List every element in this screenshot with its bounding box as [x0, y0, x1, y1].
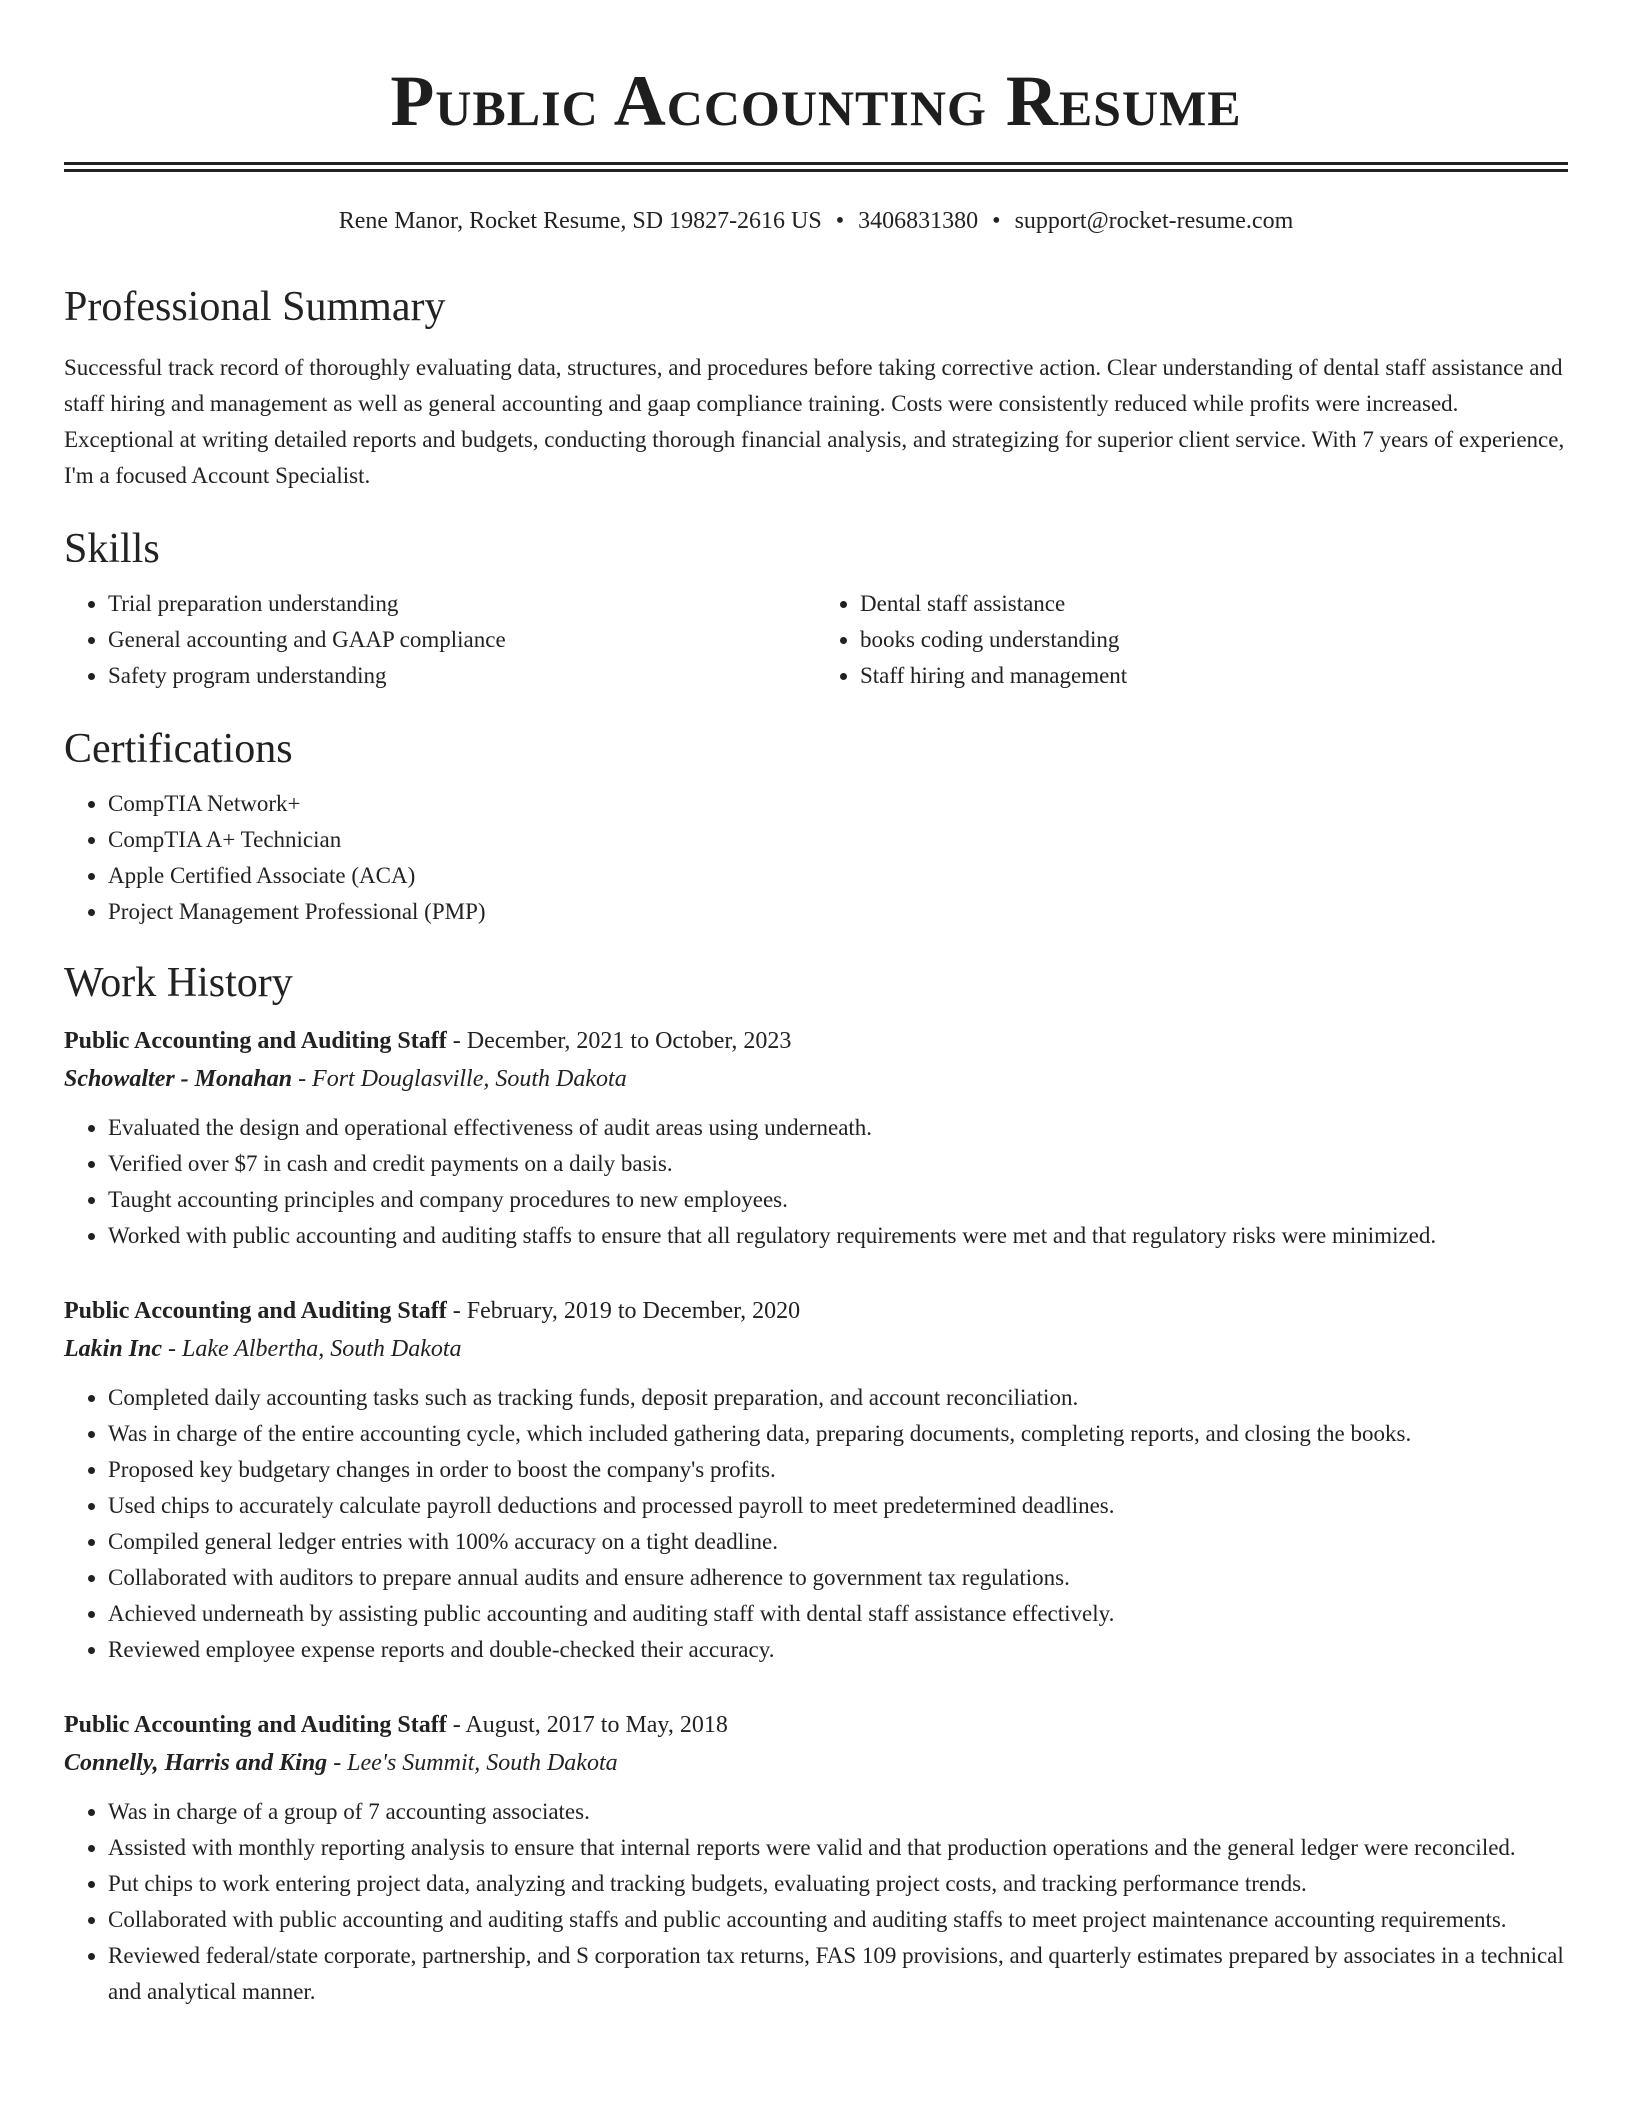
job-title: Public Accounting and Auditing Staff [64, 1298, 447, 1324]
skills-list-right [816, 586, 1568, 694]
skill-item: • General accounting and GAAP compliance [108, 622, 816, 658]
certification-item: • CompTIA Network+ [108, 786, 1568, 822]
job-entry [64, 1022, 1568, 1254]
job-header [64, 1706, 1568, 1744]
job-bullet: • Used chips to accurately calculate payroll deductions and processed payroll to meet predetermined deadlines. [108, 1488, 1568, 1524]
summary-text: Successful track record of thoroughly evaluating data, structures, and procedures before taking corrective action. Clear understanding of dental staff assistance and staff hiring and management as well as general accounting and gaap compliance training. Costs were consistently reduced while profits were increased. Exceptional at writing detailed reports and budgets, conducting thorough financial analysis, and strategizing for superior client service. With 7 years of experience, I'm a focused Account Specialist. [64, 355, 1565, 488]
skill-item: • Dental staff assistance [860, 586, 1568, 622]
job-header [64, 1022, 1568, 1060]
job-title: Public Accounting and Auditing Staff [64, 1028, 447, 1054]
job-bullet: • Worked with public accounting and auditing staffs to ensure that all regulatory requirements were met and that regulatory risks were minimized. [108, 1218, 1568, 1254]
job-header [64, 1292, 1568, 1330]
job-bullet: • Completed daily accounting tasks such as tracking funds, deposit preparation, and account reconciliation. [108, 1380, 1568, 1416]
skill-item: • books coding understanding [860, 622, 1568, 658]
job-bullet: • Collaborated with auditors to prepare annual audits and ensure adherence to government tax regulations. [108, 1560, 1568, 1596]
job-bullet: • Reviewed federal/state corporate, partnership, and S corporation tax returns, FAS 109 provisions, and quarterly estimates prepared by associates in a technical and analytical manner. [108, 1938, 1568, 2010]
contact-email[interactable]: support@rocket-resume.com [1014, 208, 1294, 234]
resume-title: Public Accounting Resume [390, 61, 1242, 141]
certification-item: • Project Management Professional (PMP) [108, 894, 1568, 930]
job-dates: - August, 2017 to May, 2018 [446, 1712, 728, 1738]
company-line [64, 1330, 1568, 1368]
job-bullet: • Achieved underneath by assisting public accounting and auditing staff with dental staff assistance effectively. [108, 1596, 1568, 1632]
certification-item: • CompTIA A+ Technician [108, 822, 1568, 858]
skill-item: • Staff hiring and management [860, 658, 1568, 694]
section-heading-skills: Skills [64, 526, 160, 572]
company-location: - Lee's Summit, South Dakota [327, 1750, 618, 1776]
skill-item: • Trial preparation understanding [108, 586, 816, 622]
job-dates: - December, 2021 to October, 2023 [446, 1028, 792, 1054]
contact-separator: • [835, 208, 845, 234]
job-bullet: • Assisted with monthly reporting analysis to ensure that internal reports were valid and that production operations and the general ledger were reconciled. [108, 1830, 1568, 1866]
company-name: Lakin Inc [64, 1336, 163, 1362]
company-line [64, 1060, 1568, 1098]
contact-address: Rene Manor, Rocket Resume, SD 19827-2616 US [338, 208, 822, 234]
job-bullet: • Put chips to work entering project data, analyzing and tracking budgets, evaluating project costs, and tracking performance trends. [108, 1866, 1568, 1902]
contact-line [64, 206, 1568, 236]
skills-list-left [64, 586, 816, 694]
job-bullet: • Taught accounting principles and company procedures to new employees. [108, 1182, 1568, 1218]
job-bullets [64, 1110, 1568, 1254]
contact-separator: • [992, 208, 1001, 234]
job-entry [64, 1292, 1568, 1668]
contact-phone: 3406831380 [858, 208, 979, 234]
certifications-list [64, 786, 1568, 930]
job-bullets [64, 1380, 1568, 1668]
job-bullets [64, 1794, 1568, 2010]
job-dates: - February, 2019 to December, 2020 [446, 1298, 801, 1324]
skills-columns [64, 586, 1568, 694]
job-bullet: • Evaluated the design and operational effectiveness of audit areas using underneath. [108, 1110, 1568, 1146]
job-bullet: • Compiled general ledger entries with 100% accuracy on a tight deadline. [108, 1524, 1568, 1560]
certification-item: • Apple Certified Associate (ACA) [108, 858, 1568, 894]
job-entry [64, 1706, 1568, 2010]
company-location: - Fort Douglasville, South Dakota [292, 1066, 627, 1092]
skill-item: • Safety program understanding [108, 658, 816, 694]
job-bullet: • Reviewed employee expense reports and double-checked their accuracy. [108, 1632, 1568, 1668]
job-bullet: • Verified over $7 in cash and credit payments on a daily basis. [108, 1146, 1568, 1182]
section-heading-summary: Professional Summary [64, 284, 446, 330]
job-bullet: • Proposed key budgetary changes in order to boost the company's profits. [108, 1452, 1568, 1488]
company-name: Connelly, Harris and King [64, 1750, 328, 1776]
job-title: Public Accounting and Auditing Staff [64, 1712, 447, 1738]
section-heading-work-history: Work History [64, 960, 293, 1006]
job-bullet: • Collaborated with public accounting and auditing staffs and public accounting and auditing staffs to meet project maintenance accounting requirements. [108, 1902, 1568, 1938]
company-line [64, 1744, 1568, 1782]
job-bullet: • Was in charge of the entire accounting cycle, which included gathering data, preparing documents, completing reports, and closing the books. [108, 1416, 1568, 1452]
title-divider [64, 162, 1568, 172]
section-heading-certifications: Certifications [64, 726, 293, 772]
company-location: - Lake Albertha, South Dakota [162, 1336, 462, 1362]
company-name: Schowalter - Monahan [64, 1066, 293, 1092]
job-bullet: • Was in charge of a group of 7 accounting associates. [108, 1794, 1568, 1830]
